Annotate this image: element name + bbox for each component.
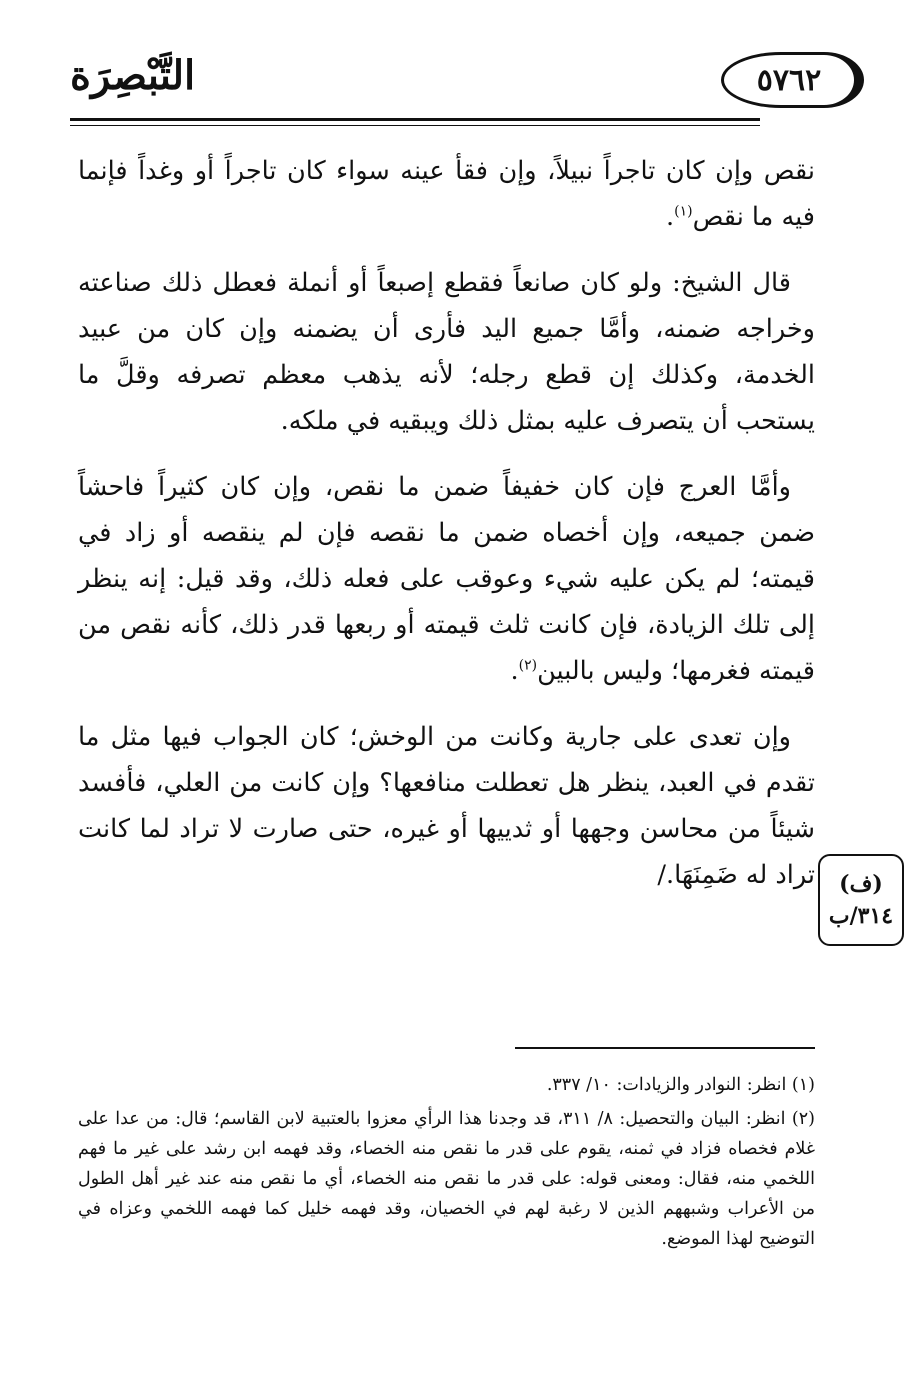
page-number: ٥٧٦٢ [756,62,822,98]
header-rule-thin [70,125,760,126]
page-header [70,50,840,130]
paragraph-2: قال الشيخ: ولو كان صانعاً فقطع إصبعاً أو أنملة فعطل ذلك صناعته وخراجه ضمنه، وأمَّا جميع اليد فأرى أن يضمنه وإن كان من عبيد الخدمة، وكذلك إن قطع رجله؛ لأنه يذهب معظم تصرفه وقلَّ ما يستحب أن يتصرف عليه بمثل ذلك ويبقيه في ملكه. [78,268,815,436]
paragraph-4: وإن تعدى على جارية وكانت من الوخش؛ كان الجواب فيها مثل ما تقدم في العبد، ينظر هل تعطلت منافعها؟ وإن كانت من العلي، فأفسد شيئاً من محاسن وجهها أو ثدييها أو غيره، حتى صارت لا تراد لما كانت تراد له ضَمِنَهَا./ [78,722,815,890]
footnote-ref-2[interactable]: (٢) [518,657,538,674]
header-rule [70,118,760,121]
paragraph-1: نقص وإن كان تاجراً نبيلاً، وإن فقأ عينه سواء كان تاجراً أو وغداً فإنما فيه ما نقص$^{(١)}$. [78,156,815,232]
main-text [78,148,815,918]
manuscript-folio-note [818,854,904,946]
paragraph-3-text: وأمَّا العرج فإن كان خفيفاً ضمن ما نقص، وإن كان كثيراً فاحشاً ضمن جميعه، وإن أخصاه ضمن ما نقصه فإن لم ينقصه أو زاد في قيمته؛ لم يكن عليه شيء وعوقب على فعله ذلك، وقد قيل: إنه ينظر إلى تلك الزيادة، فإن كانت ثلث قيمته أو ربعها قدر ذلك، كأنه نقص من قيمته فغرمها؛ وليس بالبين [78,472,815,686]
paragraph-1-text: نقص وإن كان تاجراً نبيلاً، وإن فقأ عينه سواء كان تاجراً أو وغداً فإنما فيه ما نقص [78,156,815,232]
footnote-ref-1[interactable]: (١) [674,203,693,220]
footnotes [78,1070,815,1258]
margin-note-line2: ٣١٤/ب [828,903,894,929]
book-title: التَّبْصِرَة [70,52,196,99]
margin-note-line1: (ف) [839,871,883,897]
footnote-1: (١) انظر: النوادر والزيادات: ١٠/ ٣٣٧. [546,1075,815,1095]
footnote-2: (٢) انظر: البيان والتحصيل: ٨/ ٣١١، قد وجدنا هذا الرأي معزوا بالعتبية لابن القاسم؛ قال: من عدا على غلام فخصاه فزاد في ثمنه، يقوم على قدر ما نقص منه الخصاء، وقد فهمه ابن رشد على غير ما فهم اللخمي منه، فقال: ومعنى قوله: على قدر ما نقص منه الخصاء، أي ما نقص منه عند غير أهل الطول من الأعراب وشبههم الذين لا رغبة لهم في الخصيان، وقد فهمه خليل كما فهمه اللخمي وعزاه في التوضيح لهذا الموضع. [78,1109,815,1249]
page-number-badge [721,52,864,108]
paragraph-3: وأمَّا العرج فإن كان خفيفاً ضمن ما نقص، وإن كان كثيراً فاحشاً ضمن جميعه، وإن أخصاه ضمن ما نقصه فإن لم ينقصه أو زاد في قيمته؛ لم يكن عليه شيء وعوقب على فعله ذلك، وقد قيل: إنه ينظر إلى تلك الزيادة، فإن كانت ثلث قيمته أو ربعها قدر ذلك، كأنه نقص من قيمته فغرمها؛ وليس بالبين$^{(٢)}$. [78,472,815,686]
footnote-divider [515,1047,815,1049]
